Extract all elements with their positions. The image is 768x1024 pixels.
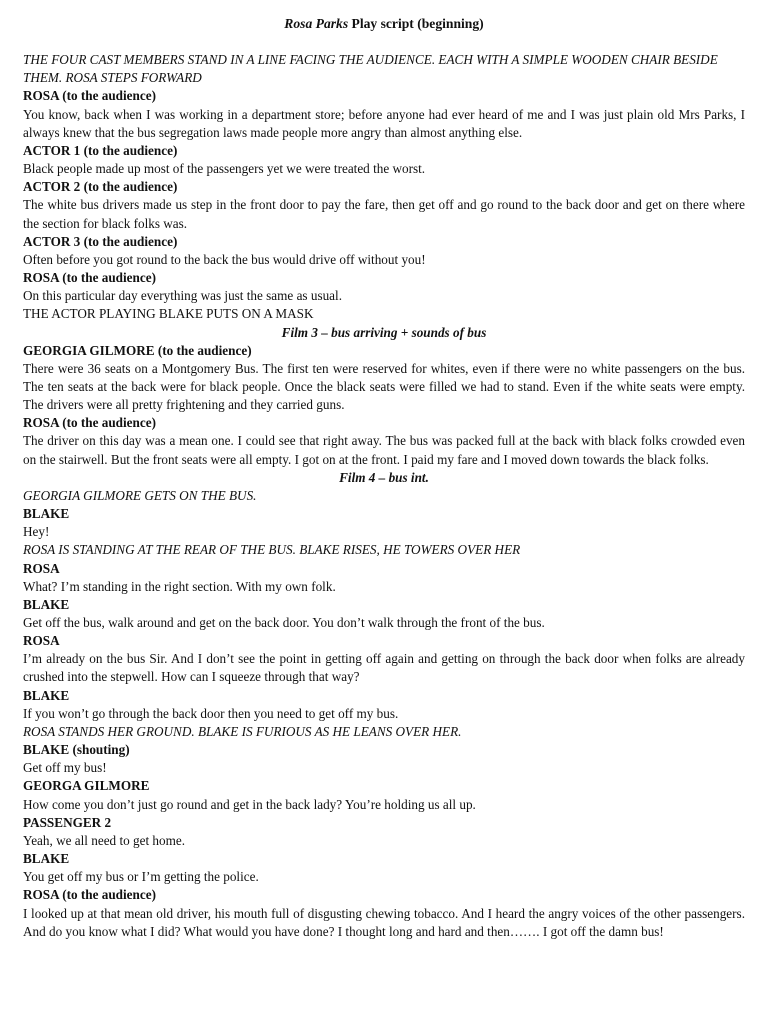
dialogue-line: If you won’t go through the back door then you need to get off my bus. <box>23 705 399 721</box>
dialogue-line: How come you don’t just go round and get in the back lady? You’re holding us all up. <box>23 796 476 812</box>
speaker-label: ACTOR 2 (to the audience) <box>23 179 178 195</box>
speaker-label: GEORGA GILMORE <box>23 778 150 794</box>
dialogue-line: Black people made up most of the passengers yet we were treated the worst. <box>23 161 426 177</box>
film-cue: Film 4 – bus int. <box>339 469 429 485</box>
title-rest: Play script (beginning) <box>348 16 484 31</box>
speaker-label: GEORGIA GILMORE (to the audience) <box>23 342 252 358</box>
dialogue-line: You know, back when I was working in a department store; before anyone had ever heard of me and I was just plain old Mrs Parks, I always knew that the bus segregation laws made people more angry than almost anything else. <box>23 106 745 140</box>
stage-direction: ROSA IS STANDING AT THE REAR OF THE BUS. BLAKE RISES, HE TOWERS OVER HER <box>23 542 521 558</box>
title-play-name: Rosa Parks <box>284 16 349 31</box>
stage-direction: ROSA STANDS HER GROUND. BLAKE IS FURIOUS AS HE LEANS OVER HER. <box>23 723 462 739</box>
speaker-label: ROSA (to the audience) <box>23 887 156 903</box>
script-body <box>23 51 745 941</box>
script-page <box>23 15 745 941</box>
speaker-label: BLAKE <box>23 687 70 703</box>
dialogue-line: Often before you got round to the back the bus would drive off without you! <box>23 251 426 267</box>
page-title <box>23 15 745 33</box>
stage-direction: THE ACTOR PLAYING BLAKE PUTS ON A MASK <box>23 306 314 322</box>
speaker-label: ROSA <box>23 560 60 576</box>
speaker-label: ACTOR 3 (to the audience) <box>23 233 178 249</box>
speaker-label: BLAKE <box>23 596 70 612</box>
speaker-label: ACTOR 1 (to the audience) <box>23 142 178 158</box>
dialogue-line: You get off my bus or I’m getting the police. <box>23 869 259 885</box>
stage-direction: GEORGIA GILMORE GETS ON THE BUS. <box>23 487 257 503</box>
dialogue-line: I looked up at that mean old driver, his mouth full of disgusting chewing tobacco. And I heard the angry voices of the other passengers. And do you know what I did? What would you have done? I thought long and hard and then……. I got off the damn bus! <box>23 905 745 939</box>
dialogue-line: There were 36 seats on a Montgomery Bus. The first ten were reserved for whites, even if there were no white passengers on the bus. The ten seats at the back were for black people. Once the black seats were filled we had to stand. Even if the white seats were empty. The drivers were all pretty frightening and they carried guns. <box>23 360 745 413</box>
dialogue-line: The driver on this day was a mean one. I could see that right away. The bus was packed full at the back with black folks crowded even on the stairwell. But the front seats were all empty. I got on at the front. I paid my fare and I moved down towards the black folks. <box>23 433 745 467</box>
dialogue-line: The white bus drivers made us step in the front door to pay the fare, then get off and go round to the back door and get on there where the section for black folks was. <box>23 197 745 231</box>
speaker-label: ROSA (to the audience) <box>23 415 156 431</box>
dialogue-line: Hey! <box>23 524 50 540</box>
speaker-label: ROSA <box>23 633 60 649</box>
speaker-label: PASSENGER 2 <box>23 814 112 830</box>
dialogue-line: On this particular day everything was just the same as usual. <box>23 288 342 304</box>
dialogue-line: I’m already on the bus Sir. And I don’t see the point in getting off again and getting on through the back door when folks are already crushed into the stepwell. How can I squeeze through that way? <box>23 651 745 685</box>
speaker-label: ROSA (to the audience) <box>23 270 156 286</box>
dialogue-line: What? I’m standing in the right section. With my own folk. <box>23 578 336 594</box>
speaker-label: BLAKE <box>23 851 70 867</box>
speaker-label: BLAKE (shouting) <box>23 742 130 758</box>
dialogue-line: Get off the bus, walk around and get on the back door. You don’t walk through the front of the bus. <box>23 615 545 630</box>
film-cue: Film 3 – bus arriving + sounds of bus <box>281 324 487 340</box>
dialogue-line: Get off my bus! <box>23 760 107 776</box>
stage-direction: THE FOUR CAST MEMBERS STAND IN A LINE FACING THE AUDIENCE. EACH WITH A SIMPLE WOODEN CHAIR BESIDE THEM. ROSA STEPS FORWARD <box>23 52 718 86</box>
speaker-label: BLAKE <box>23 506 70 522</box>
dialogue-line: Yeah, we all need to get home. <box>23 832 185 848</box>
speaker-label: ROSA (to the audience) <box>23 88 156 104</box>
